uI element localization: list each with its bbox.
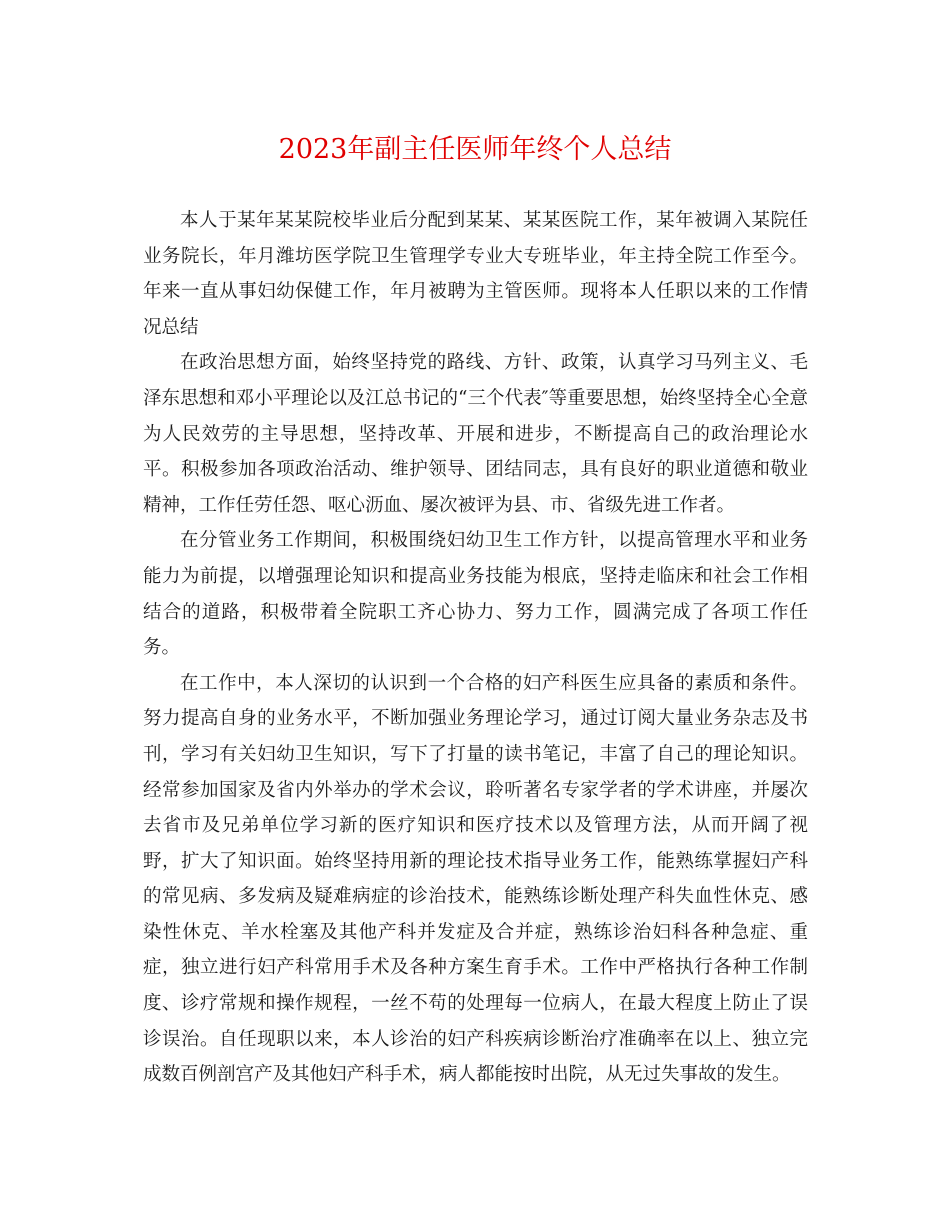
paragraph-management: 在分管业务工作期间，积极围绕妇幼卫生工作方针，以提高管理水平和业务能力为前提，以增强理论知识和提高业务技能为根底，坚持走临床和社会工作相结合的道路，积极带着全院职工齐心协力、努力工作，圆满完成了各项工作任务。: [143, 530, 808, 659]
document-body: [143, 203, 808, 1093]
document-title: 2023年副主任医师年终个人总结: [278, 134, 672, 165]
paragraph-political: 在政治思想方面，始终坚持党的路线、方针、政策，认真学习马列主义、毛泽东思想和邓小平理论以及江总书记的“三个代表″等重要思想，始终坚持全心全意为人民效劳的主导思想，坚持改革、开展和进步，不断提高自己的政治理论水平。积极参加各项政治活动、维护领导、团结同志，具有良好的职业道德和敬业精神，工作任劳任怨、呕心沥血、屡次被评为县、市、省级先进工作者。: [143, 352, 808, 516]
paragraph-clinical-work: 在工作中，本人深切的认识到一个合格的妇产科医生应具备的素质和条件。努力提高自身的业务水平，不断加强业务理论学习，通过订阅大量业务杂志及书刊，学习有关妇幼卫生知识，写下了打量的读书笔记，丰富了自己的理论知识。经常参加国家及省内外举办的学术会议，聆听著名专家学者的学术讲座，并屡次去省市及兄弟单位学习新的医疗知识和医疗技术以及管理方法，从而开阔了视野，扩大了知识面。始终坚持用新的理论技术指导业务工作，能熟练掌握妇产科的常见病、多发病及疑难病症的诊治技术，能熟练诊断处理产科失血性休克、感染性休克、羊水栓塞及其他产科并发症及合并症，熟练诊治妇科各种急症、重症，独立进行妇产科常用手术及各种方案生育手术。工作中严格执行各种工作制度、诊疗常规和操作规程，一丝不苟的处理每一位病人，在最大程度上防止了误诊误治。自任现职以来，本人诊治的妇产科疾病诊断治疗准确率在以上、独立完成数百例剖宫产及其他妇产科手术，病人都能按时出院，从无过失事故的发生。: [143, 672, 808, 1086]
paragraph-intro: 本人于某年某某院校毕业后分配到某某、某某医院工作，某年被调入某院任业务院长，年月潍坊医学院卫生管理学专业大专班毕业，年主持全院工作至今。年来一直从事妇幼保健工作，年月被聘为主管医师。现将本人任职以来的工作情况总结: [143, 210, 808, 338]
